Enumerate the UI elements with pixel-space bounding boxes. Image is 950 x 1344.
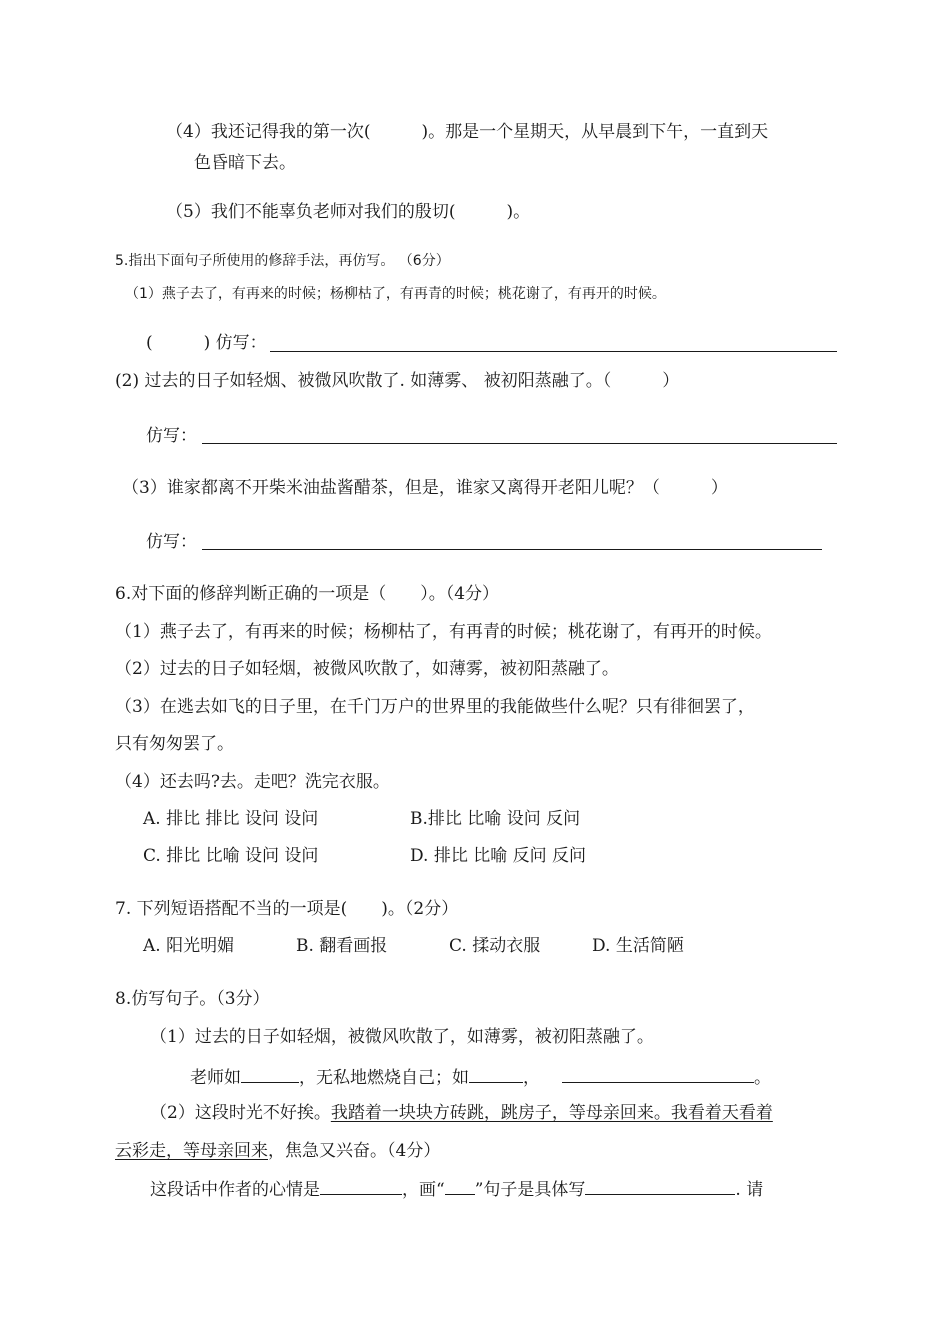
q7-option-b[interactable]: B. 翻看画报	[296, 936, 388, 956]
q8-title: 8.仿写句子。（3分）	[115, 989, 270, 1009]
q8-imitation-text-a: 老师如	[190, 1068, 241, 1088]
q6-sentence-1: （1）燕子去了，有再来的时候；杨柳枯了，有再青的时候；桃花谢了，有再开的时候。	[115, 622, 772, 642]
q5-title: 5.指出下面句子所使用的修辞手法，再仿写。 （6分）	[115, 253, 450, 269]
q5-sentence-1-fill	[146, 332, 267, 354]
q4-item4-line2: 色昏暗下去。	[194, 153, 296, 173]
q6-option-d[interactable]: D. 排比 比喻 反问 反问	[410, 846, 587, 866]
q5-s3-fill-label: 仿写：	[146, 532, 197, 552]
q8-imitation-text-d: 。	[754, 1068, 771, 1088]
q8-s2-underlined-2: 云彩走，等母亲回来	[115, 1141, 268, 1161]
q6-option-c[interactable]: C. 排比 比喻 设问 设问	[143, 846, 319, 866]
q8-s2-underlined-1: 我踏着一块块方砖跳，跳房子，等母亲回来。我看着天看着	[330, 1103, 773, 1123]
q8-s2-intro: （2）这段时光不好挨。	[150, 1103, 331, 1123]
q8-question-line	[150, 1178, 763, 1201]
q8-q-text-d: . 请	[735, 1180, 764, 1200]
q4-item4-line1: （4）我还记得我的第一次( )。那是一个星期天，从早晨到下午，一直到天	[166, 122, 769, 142]
q8-q-text-b: ，画“	[402, 1180, 445, 1200]
q5-s3-answer-line[interactable]	[202, 549, 822, 550]
q8-sentence-1: （1）过去的日子如轻烟，被微风吹散了，如薄雾，被初阳蒸融了。	[150, 1027, 654, 1047]
q8-imitation-text-c: ，	[523, 1068, 540, 1088]
q8-blank-1[interactable]	[241, 1066, 299, 1083]
q8-q-text-c: ”句子是具体写	[474, 1180, 586, 1200]
q5-sentence-3: （3）谁家都离不开柴米油盐酱醋茶，但是，谁家又离得开老阳儿呢？（ ）	[122, 478, 728, 498]
q8-blank-3[interactable]	[562, 1066, 754, 1083]
q6-option-b[interactable]: B.排比 比喻 设问 反问	[410, 809, 581, 829]
q8-imitation-line	[190, 1066, 771, 1089]
q8-blank-5[interactable]	[445, 1178, 475, 1195]
q6-title: 6.对下面的修辞判断正确的一项是（ ）。（4分）	[115, 584, 500, 604]
q5-s1-fill-label: ( ) 仿写：	[146, 333, 267, 353]
q7-option-c[interactable]: C. 揉动衣服	[449, 936, 541, 956]
q7-title: 7. 下列短语搭配不当的一项是( )。（2分）	[115, 899, 459, 919]
q8-blank-6[interactable]	[585, 1178, 735, 1195]
q4-item5: （5）我们不能辜负老师对我们的殷切( )。	[166, 202, 531, 222]
q8-q-text-a: 这段话中作者的心情是	[150, 1180, 320, 1200]
q6-sentence-2: （2）过去的日子如轻烟，被微风吹散了，如薄雾，被初阳蒸融了。	[115, 659, 619, 679]
q8-imitation-text-b: ，无私地燃烧自己；如	[299, 1068, 469, 1088]
q8-sentence-2-line1	[150, 1102, 773, 1124]
q5-s2-answer-line[interactable]	[202, 443, 837, 444]
q8-blank-2[interactable]	[469, 1066, 523, 1083]
q5-s2-fill-label: 仿写：	[146, 426, 197, 446]
q7-option-a[interactable]: A. 阳光明媚	[143, 936, 235, 956]
q8-sentence-2-line2	[115, 1140, 440, 1162]
q6-sentence-4: （4）还去吗?去。走吧？洗完衣服。	[115, 772, 390, 792]
q5-sentence-1: （1）燕子去了，有再来的时候；杨柳枯了，有再青的时候；桃花谢了，有再开的时候。	[125, 286, 666, 302]
q6-sentence-3-line2: 只有匆匆罢了。	[115, 734, 234, 754]
q8-s2-tail: ，焦急又兴奋。（4分）	[268, 1141, 441, 1161]
q7-option-d[interactable]: D. 生活简陋	[592, 936, 684, 956]
q5-sentence-2: (2) 过去的日子如轻烟、被微风吹散了. 如薄雾、 被初阳蒸融了。（ ）	[115, 371, 680, 391]
q5-s1-answer-line[interactable]	[270, 351, 837, 352]
q8-blank-4[interactable]	[320, 1178, 402, 1195]
q6-option-a[interactable]: A. 排比 排比 设问 设问	[143, 809, 319, 829]
q6-sentence-3-line1: （3）在逃去如飞的日子里，在千门万户的世界里的我能做些什么呢？只有徘徊罢了，	[115, 697, 755, 717]
